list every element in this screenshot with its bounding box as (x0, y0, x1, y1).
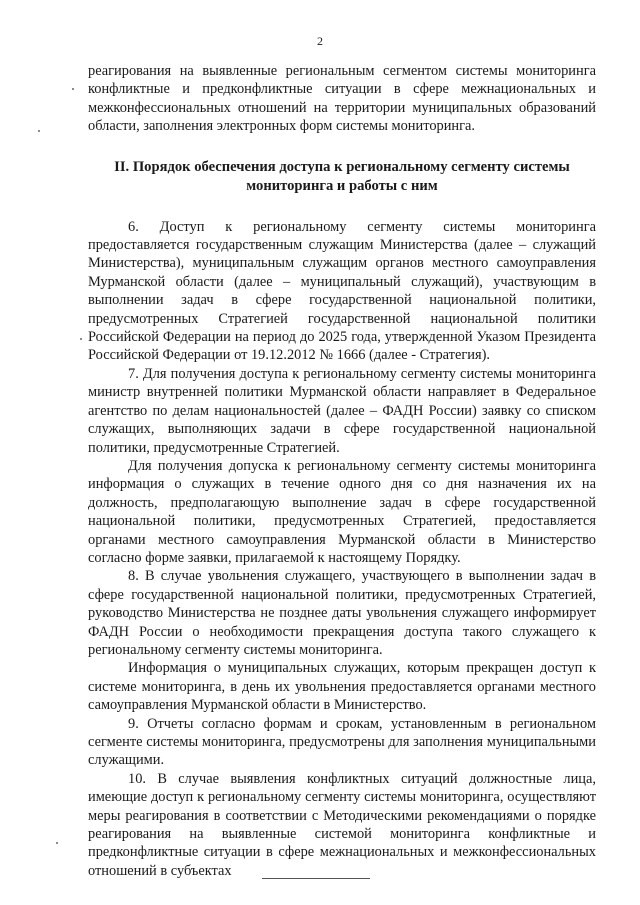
paragraph-8-continued: Информация о муниципальных служащих, которым прекращен доступ к системе мониторинга, в день их увольнения предоставляется органами местного самоуправления Мурманской области в Министерство. (88, 660, 596, 714)
document-body (88, 62, 596, 880)
section-heading-line-1: II. Порядок обеспечения доступа к региональному сегменту системы (114, 158, 570, 175)
paragraph-10: 10. В случае выявления конфликтных ситуаций должностные лица, имеющие доступ к региональному сегменту системы мониторинга, осуществляют меры реагирования в соответствии с Методическими рекомендациями о порядке реагирования на выявленные системой мониторинга конфликтные и предконфликтные ситуации в сфере межнациональных и межконфессиональных отношений в субъектах (88, 770, 596, 879)
page-number: 2 (317, 34, 323, 48)
scan-speck (80, 338, 82, 340)
section-heading-line-2: мониторинга и работы с ним (246, 177, 438, 194)
paragraph-8: 8. В случае увольнения служащего, участвующего в выполнении задач в сфере государственной национальной политики, предусмотренных Стратегией, руководство Министерства не позднее даты увольнения служащего информирует ФАДН России о необходимости прекращения доступа такого служащего к региональному сегменту системы мониторинга. (88, 568, 596, 658)
paragraph-9: 9. Отчеты согласно формам и срокам, установленным в региональном сегменте системы мониторинга, предусмотрены для заполнения муниципальными служащими. (88, 715, 596, 769)
paragraph-7: 7. Для получения доступа к региональному сегменту системы мониторинга министр внутренней политики Мурманской области направляет в Федеральное агентство по делам национальностей (далее – ФАДН России) заявку со списком служащих, выполняющих задачи в сфере государственной национальной политики, предусмотренные Стратегией. (88, 365, 596, 456)
scan-speck (56, 842, 58, 844)
paragraph-7-continued: Для получения допуска к региональному сегменту системы мониторинга информация о служащих в течение одного дня со дня назначения их на должность, предполагающую выполнение задач в сфере государственной национальной политики, предусмотренных Стратегией, предоставляется органами местного самоуправления Мурманской области в Министерство согласно форме заявки, прилагаемой к настоящему Порядку. (88, 457, 596, 566)
scan-speck (38, 130, 40, 132)
paragraph-6: 6. Доступ к региональному сегменту системы мониторинга предоставляется государственным служащим Министерства (далее – служащий Министерства), муниципальным служащим органов местного самоуправления Мурманской области (далее – муниципальный служащий), участвующим в выполнении задач в сфере государственной национальной политики, предусмотренных Стратегией государственной национальной политики Российской Федерации на период до 2025 года, утвержденной Указом Президента Российской Федерации от 19.12.2012 № 1666 (далее - Стратегия). (88, 218, 596, 364)
footer-rule (262, 878, 370, 879)
scan-speck (72, 88, 74, 90)
intro-paragraph: реагирования на выявленные региональным сегментом системы мониторинга конфликтные и предконфликтные ситуации в сфере межнациональных и межконфессиональных отношений на территории муниципальных образований области, заполнения электронных форм системы мониторинга. (88, 63, 596, 135)
section-heading (88, 158, 596, 196)
